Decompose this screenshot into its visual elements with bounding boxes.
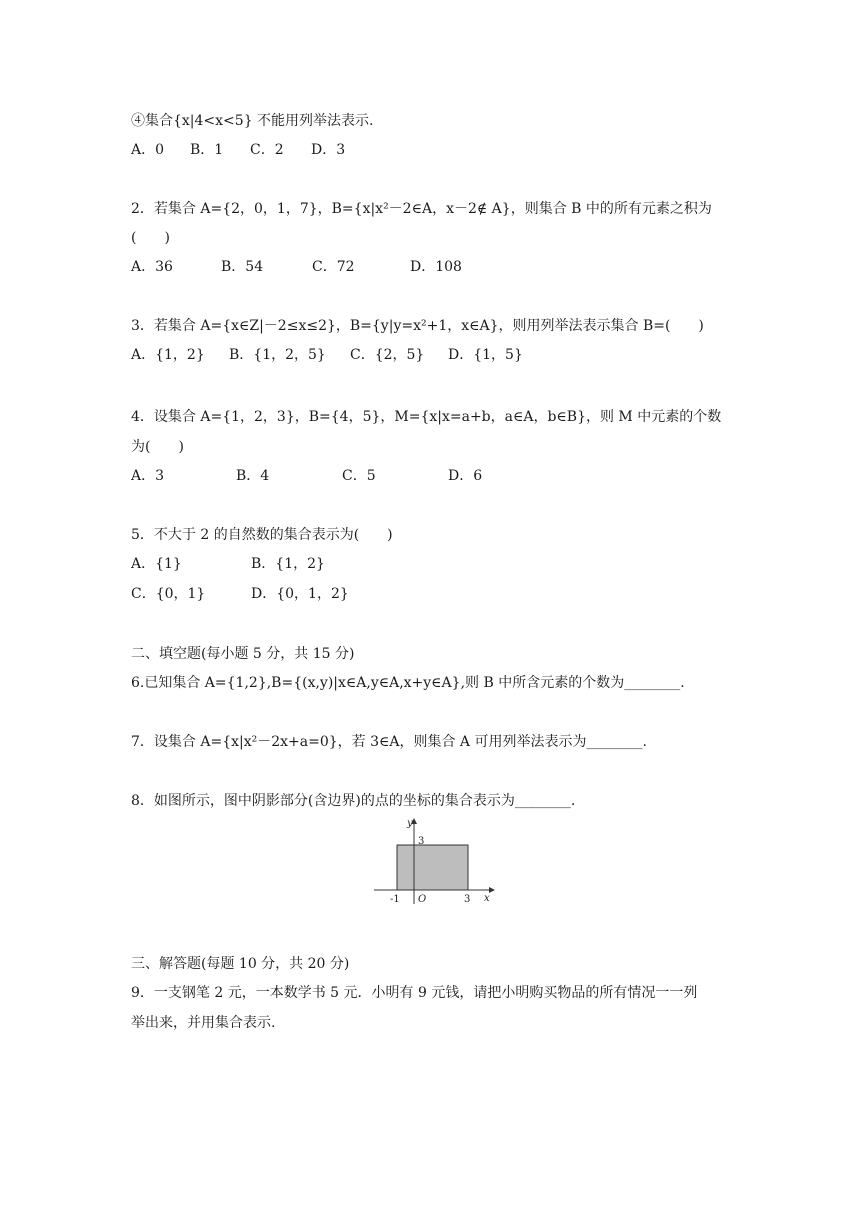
option-d: D．{1，5} xyxy=(448,347,523,363)
question-4-cont: 为( ) xyxy=(131,439,184,455)
statement-4: ④集合{x|4<x<5} 不能用列举法表示. xyxy=(131,113,374,129)
option-c: C．2 xyxy=(250,142,284,158)
option-b: B．{1，2} xyxy=(251,556,325,572)
option-d: D．{0，1，2} xyxy=(251,586,349,602)
option-c: C．{2，5} xyxy=(350,347,425,363)
question-9: 9．一支钢笔 2 元，一本数学书 5 元．小明有 9 元钱，请把小明购买物品的所有情况一一列 xyxy=(131,985,698,1001)
shaded-rectangle xyxy=(397,845,468,890)
option-a: A．3 xyxy=(131,468,165,484)
option-c: C．5 xyxy=(342,468,376,484)
question-5: 5．不大于 2 的自然数的集合表示为( ) xyxy=(131,527,393,543)
option-a: A．{1} xyxy=(131,556,182,572)
option-a: A．{1，2} xyxy=(131,347,205,363)
question-6: 6.已知集合 A={1,2},B={(x,y)|x∈A,y∈A,x+y∈A},则 B 中所含元素的个数为________. xyxy=(131,675,685,691)
x-tick-pos-label: 3 xyxy=(464,894,471,905)
x-tick-neg-label: -1 xyxy=(390,894,400,905)
section-heading-fill-in: 二、填空题(每小题 5 分，共 15 分) xyxy=(131,646,355,662)
option-d: D．3 xyxy=(311,142,346,158)
question-4: 4．设集合 A={1，2，3}，B={4，5}，M={x|x=a+b，a∈A，b∈B}，则 M 中元素的个数 xyxy=(131,409,722,425)
option-c: C．72 xyxy=(312,259,355,275)
option-a: A．0 xyxy=(131,142,165,158)
question-2-cont: ( ) xyxy=(131,230,170,246)
x-axis-label: x xyxy=(484,893,490,904)
question-9-cont: 举出来，并用集合表示. xyxy=(131,1015,276,1031)
option-c: C．{0，1} xyxy=(131,586,206,602)
question-3: 3．若集合 A={x∈Z|－2≤x≤2}，B={y|y=x²+1，x∈A}，则用列举法表示集合 B=( ) xyxy=(131,318,704,334)
option-a: A．36 xyxy=(131,259,173,275)
option-b: B．{1，2，5} xyxy=(229,347,326,363)
question-7: 7．设集合 A={x|x²－2x+a=0}，若 3∈A，则集合 A 可用列举法表示为________. xyxy=(131,734,647,750)
question-8: 8．如图所示，图中阴影部分(含边界)的点的坐标的集合表示为________. xyxy=(131,793,576,809)
section-heading-answer: 三、解答题(每题 10 分，共 20 分) xyxy=(131,956,350,972)
y-axis-label: y xyxy=(407,818,413,829)
option-d: D．6 xyxy=(448,468,483,484)
x-axis-arrow xyxy=(489,887,495,893)
origin-label: O xyxy=(418,894,427,905)
option-b: B．1 xyxy=(190,142,224,158)
y-tick-label: 3 xyxy=(418,836,425,847)
option-b: B．54 xyxy=(221,259,264,275)
shaded-region-figure xyxy=(372,816,498,908)
option-d: D．108 xyxy=(410,259,462,275)
option-b: B．4 xyxy=(236,468,270,484)
question-2: 2．若集合 A={2，0，1，7}，B={x|x²－2∈A，x－2∉ A}，则集合 B 中的所有元素之积为 xyxy=(131,201,712,217)
